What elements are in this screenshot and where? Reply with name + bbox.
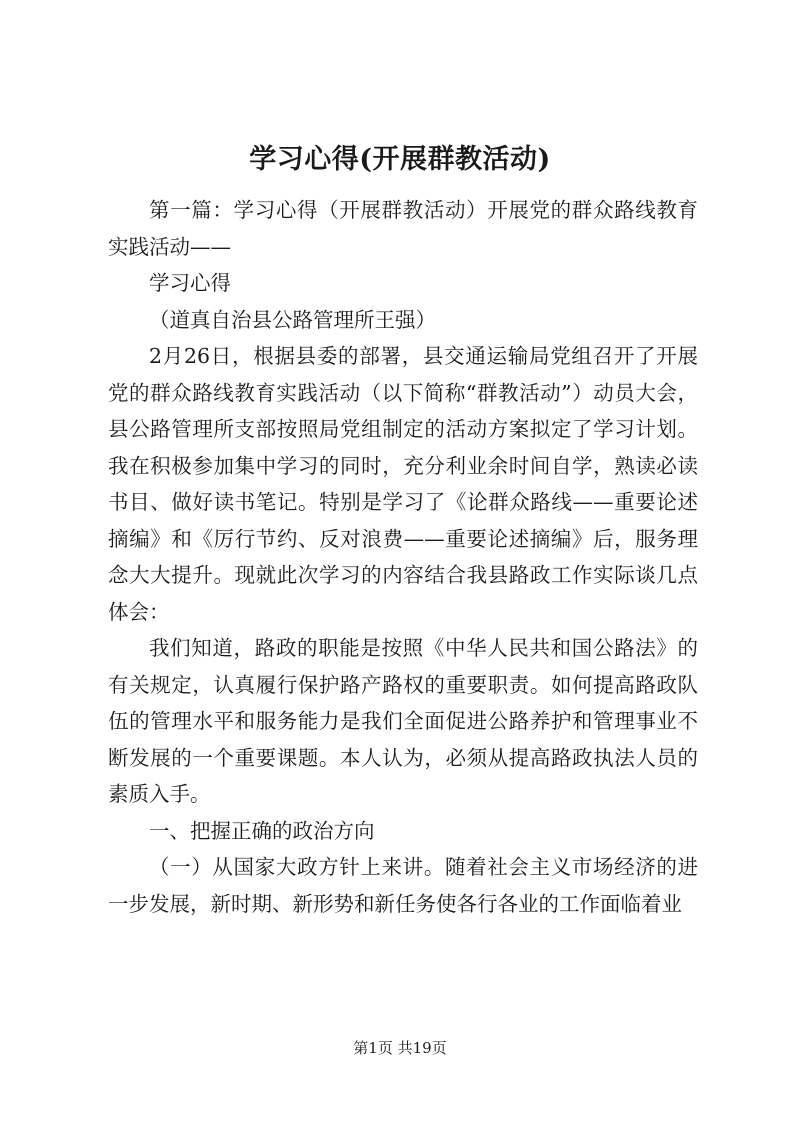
document-title: 学习心得(开展群教活动) <box>249 144 551 175</box>
document-body <box>108 192 698 922</box>
paragraph-section-heading: 一、把握正确的政治方向 <box>149 818 375 843</box>
paragraph-heading-part1: 第一篇：学习心得（开展群教活动）开展党的群众路线教育实践活动—— <box>108 198 698 259</box>
paragraph-role: 我们知道，路政的职能是按照《中华人民共和国公路法》的有关规定，认真履行保护路产路权的重要职责。如何提高路政队伍的管理水平和服务能力是我们全面促进公路养护和管理事业不断发展的一个重要课题。本人认为，必须从提高路政执法人员的素质入手。 <box>108 636 698 806</box>
paragraph-author: （道真自治县公路管理所王强） <box>149 307 436 332</box>
paragraph-section-text: （一）从国家大政方针上来讲。随着社会主义市场经济的进一步发展，新时期、新形势和新任务使各行各业的工作面临着业 <box>108 855 698 916</box>
page-footer: 第1页 共19页 <box>353 1039 447 1057</box>
paragraph-intro: 2月26日，根据县委的部署，县交通运输局党组召开了开展党的群众路线教育实践活动（以下简称“群教活动”）动员大会，县公路管理所支部按照局党组制定的活动方案拟定了学习计划。我在积极参加集中学习的同时，充分利业余时间自学，熟读必读书目、做好读书笔记。特别是学习了《论群众路线——重要论述摘编》和《厉行节约、反对浪费——重要论述摘编》后，服务理念大大提升。现就此次学习的内容结合我县路政工作实际谈几点体会： <box>108 344 698 624</box>
paragraph-subtitle: 学习心得 <box>149 271 231 295</box>
